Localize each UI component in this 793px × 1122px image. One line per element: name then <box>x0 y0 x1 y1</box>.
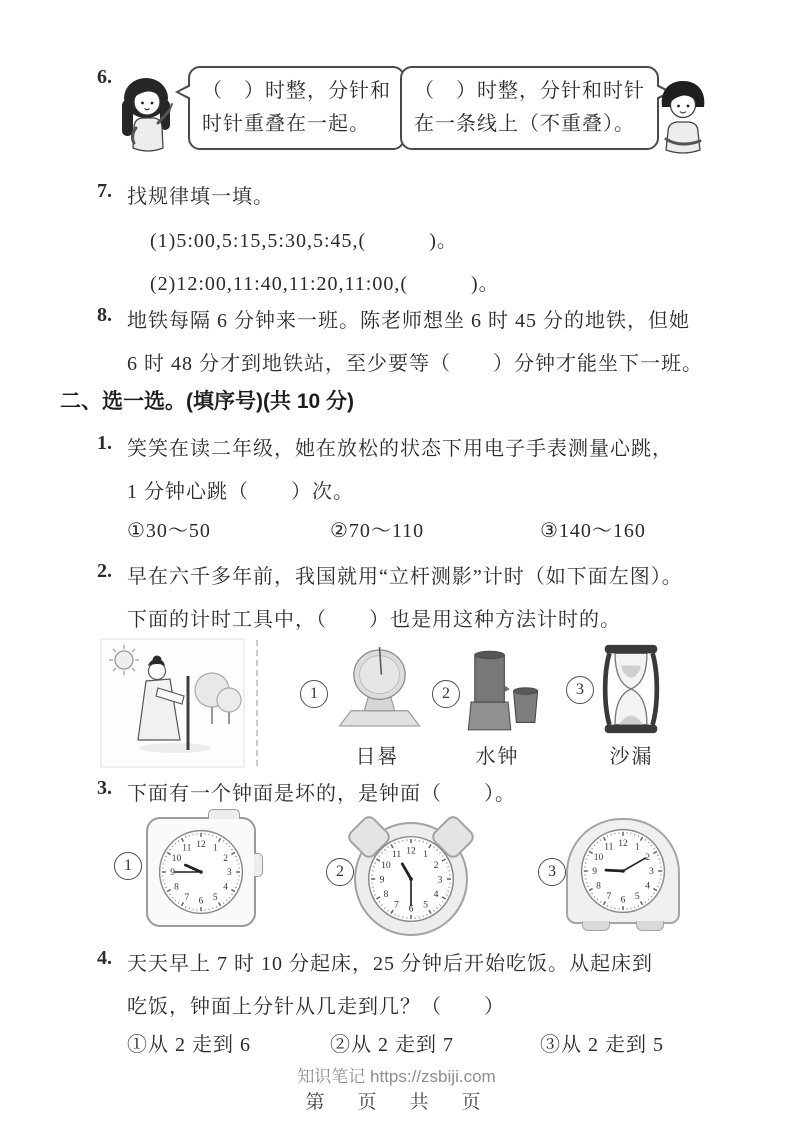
svg-text:4: 4 <box>645 881 650 892</box>
svg-text:5: 5 <box>212 892 218 903</box>
image-divider <box>256 640 258 766</box>
sundial-label: 日晷 <box>355 746 400 768</box>
svg-text:2: 2 <box>433 859 439 871</box>
question-1-option-3: ③140～160 <box>540 520 646 542</box>
svg-text:8: 8 <box>596 881 601 892</box>
hourglass-label: 沙漏 <box>609 746 654 768</box>
speech-bubble-boy <box>400 66 659 150</box>
svg-text:7: 7 <box>184 892 190 903</box>
svg-text:8: 8 <box>174 882 179 893</box>
svg-text:1: 1 <box>423 849 428 861</box>
clock-face <box>365 833 457 925</box>
question-4-option-1: ①从 2 走到 6 <box>127 1034 251 1056</box>
svg-text:10: 10 <box>171 854 182 865</box>
hourglass-image <box>600 643 662 740</box>
watermark-text: 知识笔记 https://zsbiji.com <box>297 1067 496 1086</box>
question-6-number: 6. <box>97 66 112 88</box>
question-8-line-1: 地铁每隔 6 分钟来一班。陈老师想坐 6 时 45 分的地铁，但她 <box>127 310 690 332</box>
square-clock <box>146 817 256 927</box>
bubble-text-line: 在一条线上（不重叠）。 <box>414 113 635 135</box>
svg-text:7: 7 <box>606 891 612 902</box>
svg-text:11: 11 <box>391 849 402 861</box>
dome-alarm-clock <box>566 818 680 924</box>
boy-illustration <box>648 76 718 173</box>
question-7-item-2: (2)12:00,11:40,11:20,11:00,( )。 <box>150 273 500 295</box>
question-4-line-2: 吃饭，钟面上分针从几走到几？（ ） <box>127 996 505 1018</box>
question-1-number: 1. <box>97 432 112 454</box>
question-1-line-1: 笑笑在读二年级，她在放松的状态下用电子手表测量心跳， <box>127 438 673 460</box>
svg-text:11: 11 <box>182 843 192 854</box>
water-clock-image <box>460 648 545 739</box>
svg-text:11: 11 <box>604 842 614 853</box>
svg-text:8: 8 <box>383 888 389 900</box>
cat-alarm-clock <box>354 822 468 936</box>
bubble-text-line: （ ）时整，分针和 <box>202 80 391 102</box>
question-1-line-2: 1 分钟心跳（ ）次。 <box>127 481 354 503</box>
svg-text:6: 6 <box>408 903 414 915</box>
question-8-number: 8. <box>97 304 112 326</box>
svg-text:5: 5 <box>423 899 428 911</box>
svg-text:3: 3 <box>226 868 232 879</box>
question-2-line-1: 早在六千多年前，我国就用“立杆测影”计时（如下面左图）。 <box>127 566 683 588</box>
water-clock-label: 水钟 <box>475 746 520 768</box>
bubble-text-line: （ ）时整，分针和时针 <box>414 80 645 102</box>
svg-text:4: 4 <box>433 888 439 900</box>
question-7-prompt: 找规律填一填。 <box>127 186 274 208</box>
svg-text:7: 7 <box>394 899 399 911</box>
svg-text:3: 3 <box>648 867 654 878</box>
bubble-text-line: 时针重叠在一起。 <box>202 113 370 135</box>
svg-text:12: 12 <box>196 839 206 850</box>
svg-text:2: 2 <box>645 853 650 864</box>
svg-text:9: 9 <box>379 874 385 886</box>
clock-foot <box>582 921 610 931</box>
svg-text:12: 12 <box>618 838 628 849</box>
question-1-option-2: ②70～110 <box>330 520 425 542</box>
svg-text:3: 3 <box>437 874 443 886</box>
question-4-line-1: 天天早上 7 时 10 分起床，25 分钟后开始吃饭。从起床到 <box>127 953 653 975</box>
circled-number-2: 2 <box>326 858 354 886</box>
circled-number-3: 3 <box>566 676 594 704</box>
clock-foot <box>636 921 664 931</box>
clock-face <box>578 826 668 916</box>
svg-text:1: 1 <box>212 843 218 854</box>
question-7-number: 7. <box>97 180 112 202</box>
svg-text:6: 6 <box>198 896 204 907</box>
question-7-item-1: (1)5:00,5:15,5:30,5:45,( )。 <box>150 230 458 252</box>
svg-text:2: 2 <box>223 854 228 865</box>
page-number-label: 第 页 共 页 <box>305 1092 488 1113</box>
svg-text:4: 4 <box>223 882 228 893</box>
question-3-line-1: 下面有一个钟面是坏的，是钟面（ ）。 <box>127 783 516 805</box>
speech-bubble-girl <box>188 66 405 150</box>
question-2-line-2: 下面的计时工具中，（ ）也是用这种方法计时的。 <box>127 609 621 631</box>
circled-number-1: 1 <box>114 852 142 880</box>
circled-number-2: 2 <box>432 680 460 708</box>
svg-text:1: 1 <box>634 842 640 853</box>
question-4-number: 4. <box>97 947 112 969</box>
question-2-number: 2. <box>97 560 112 582</box>
question-4-option-2: ②从 2 走到 7 <box>330 1034 454 1056</box>
question-3-number: 3. <box>97 777 112 799</box>
svg-text:10: 10 <box>381 859 391 871</box>
svg-text:9: 9 <box>592 867 598 878</box>
circled-number-3: 3 <box>538 858 566 886</box>
clock-face <box>156 827 246 917</box>
sundial-image <box>332 642 427 737</box>
svg-text:10: 10 <box>593 853 604 864</box>
question-4-option-3: ③从 2 走到 5 <box>540 1034 664 1056</box>
svg-text:12: 12 <box>406 845 416 857</box>
svg-text:9: 9 <box>170 868 176 879</box>
question-1-option-1: ①30～50 <box>127 520 211 542</box>
svg-text:6: 6 <box>620 895 626 906</box>
question-8-line-2: 6 时 48 分才到地铁站，至少要等（ ）分钟才能坐下一班。 <box>127 353 703 375</box>
svg-text:5: 5 <box>634 891 640 902</box>
pole-shadow-timing-image <box>100 638 245 773</box>
circled-number-1: 1 <box>300 680 328 708</box>
section-2-header: 二、选一选。(填序号)(共 10 分) <box>60 390 354 413</box>
